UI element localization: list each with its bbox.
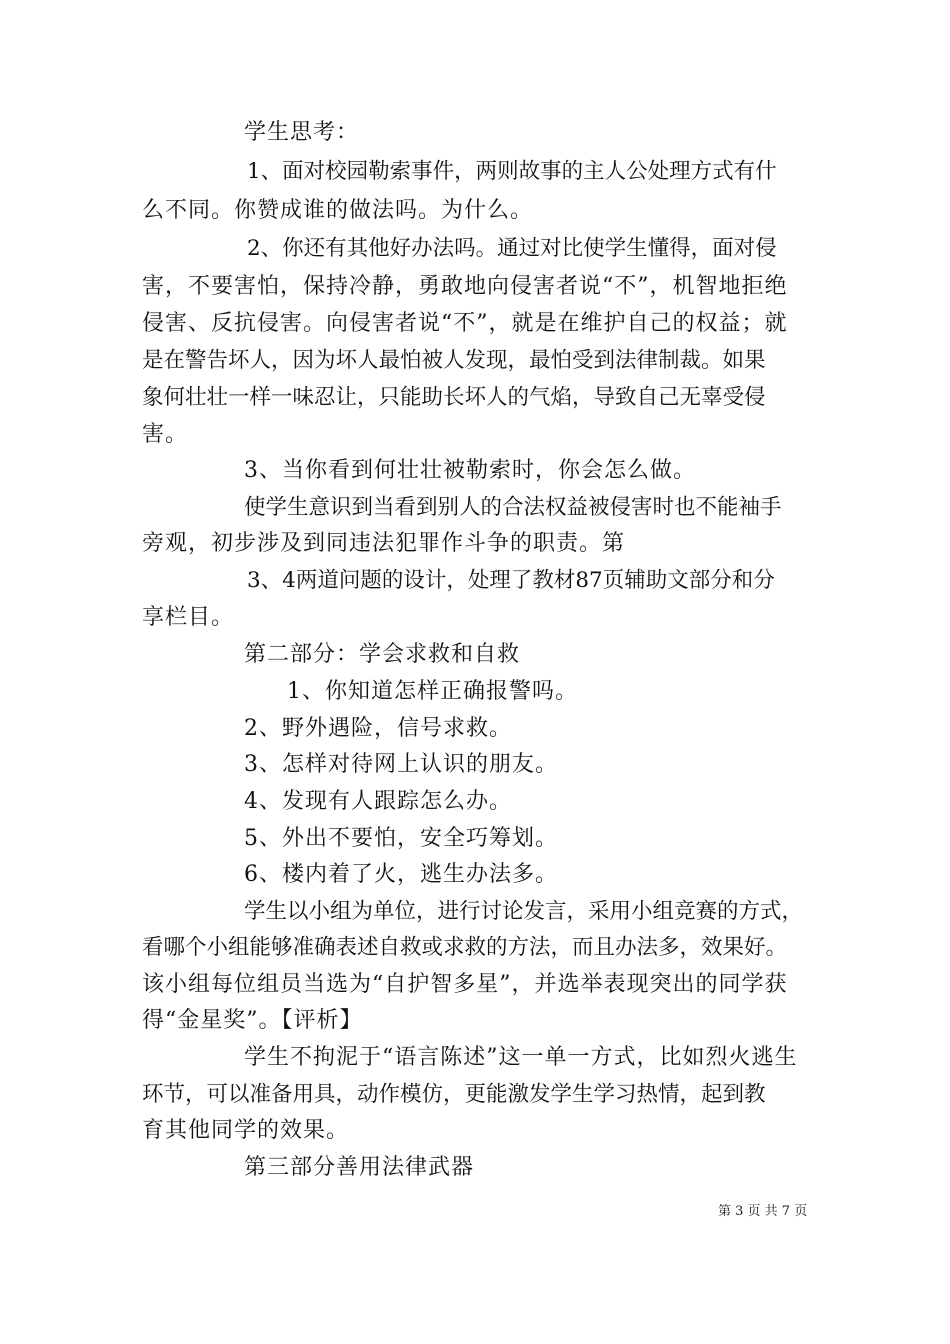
list-item: 4、发现有人跟踪怎么办。	[244, 789, 512, 814]
text-line: 享栏目。	[142, 605, 235, 630]
text-line: 么不同。你赞成谁的做法吗。为什么。	[142, 198, 534, 223]
section-heading: 第二部分：学会求救和自救	[244, 642, 521, 667]
text-line: 3、4两道问题的设计，处理了教材87页辅助文部分和分	[247, 568, 775, 593]
section-heading: 第三部分善用法律武器	[244, 1155, 475, 1180]
text-line: 学生以小组为单位，进行讨论发言，采用小组竞赛的方式，	[244, 899, 804, 924]
list-item: 6、楼内着了火，逃生办法多。	[244, 862, 558, 887]
text-line: 害。	[142, 422, 189, 447]
list-item: 5、外出不要怕，安全巧筹划。	[244, 826, 558, 851]
text-line: 3、当你看到何壮壮被勒索时，你会怎么做。	[244, 458, 696, 483]
text-line: 学生不拘泥于“语言陈述”这一单一方式，比如烈火逃生	[244, 1045, 798, 1070]
text-line: 是在警告坏人，因为坏人最怕被人发现，最怕受到法律制裁。如果	[142, 348, 766, 373]
text-line: 使学生意识到当看到别人的合法权益被侵害时也不能袖手	[244, 495, 782, 520]
page-number-footer: 第 3 页 共 7 页	[718, 1204, 808, 1219]
list-item: 1、你知道怎样正确报警吗。	[287, 679, 578, 704]
text-line: 旁观，初步涉及到同违法犯罪作斗争的职责。第	[142, 531, 626, 556]
text-line: 1、面对校园勒索事件，两则故事的主人公处理方式有什	[247, 159, 777, 184]
text-line: 得“金星奖”。【评析】	[142, 1008, 363, 1033]
list-item: 3、怎样对待网上认识的朋友。	[244, 752, 558, 777]
text-line: 2、你还有其他好办法吗。通过对比使学生懂得，面对侵	[247, 236, 777, 261]
text-line: 侵害、反抗侵害。向侵害者说“不”，就是在维护自己的权益；就	[142, 311, 788, 336]
list-item: 2、野外遇险，信号求救。	[244, 716, 512, 741]
text-line: 看哪个小组能够准确表述自救或求救的方法，而且办法多，效果好。	[142, 935, 788, 960]
text-line: 育其他同学的效果。	[142, 1118, 350, 1143]
text-line: 环节，可以准备用具，动作模仿，更能激发学生学习热情，起到教	[142, 1082, 766, 1107]
text-line: 害，不要害怕，保持冷静，勇敢地向侵害者说“不”，机智地拒绝	[142, 274, 788, 299]
text-line: 学生思考：	[244, 120, 360, 145]
text-line: 该小组每位组员当选为“自护智多星”，并选举表现突出的同学获	[142, 972, 788, 997]
text-line: 象何壮壮一样一味忍让，只能助长坏人的气焰，导致自己无辜受侵	[142, 385, 766, 410]
